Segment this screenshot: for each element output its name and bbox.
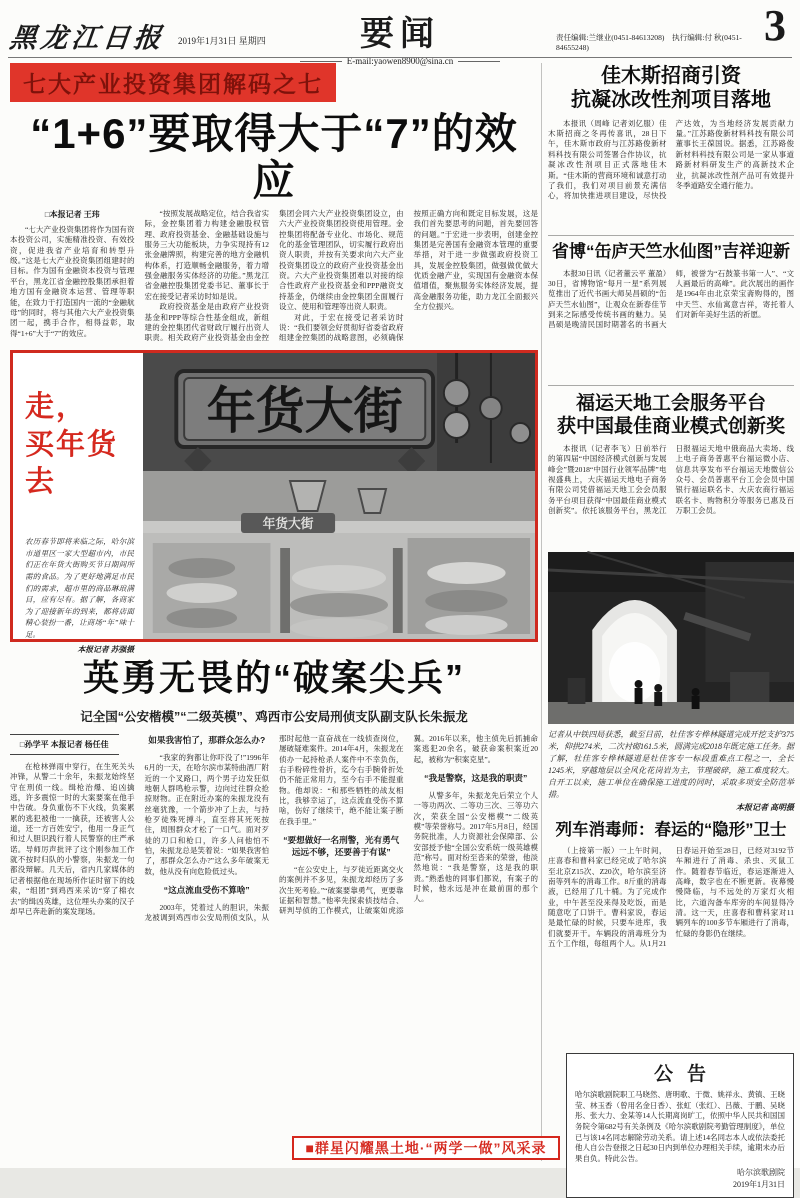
lead-paragraph: “七大产业投资集团将作为国有资本投资公司，实施精准投资、有效投资，促进我省产业培育和转型升级。”这是七大产业投资集团组建时的目标。作为国有金融资本投资与管理平台，黑龙江省金融控股集团承担着地方国有金融资本运营、管理等职能，在致力于打造国内一流的“金融航母”的同时，将与其他六大产业投资集团一起，携手合作，相得益彰，取得“1+6”大于“7”的效应。 (10, 225, 135, 338)
hero-paragraph: 在枪林弹雨中穿行，在生死关头冲锋，从警二十余年，朱振龙始终坚守在刑侦一线。缉枪治爆、追凶擒逃，许多震惊一时的大案要案在他手中告破。身负重伤不下火线，负案累累的逃犯被他一一擒获，还被害人公道，还一方百姓安宁，他用一身正气和过人胆识践行着人民警察的庄严承诺。导师厉声批评了这个刚参加工作就不按时归队的小警察，朱振龙一句都没辩解。几天后，省内几家媒体的记者根据他在现场所作证时留下的线索，“组团”到鸡西来采访“穿了棉衣去”的缉凶英雄，这位埋头办案的汉子却早已奔赴新的案发现场。 (10, 762, 135, 916)
rail-article-museum-body (548, 269, 794, 379)
photo-title-line2: 买年货去 (25, 428, 119, 499)
masthead-rule (8, 57, 792, 58)
market-photo (143, 353, 535, 639)
notice-date: 2019年1月31日 (733, 1180, 785, 1190)
headline-line: 佳木斯招商引资 (601, 65, 741, 87)
rail-article-jiamusi (548, 64, 794, 229)
hero-paragraph: “在公安史上，与歹徒近距离交火的案例并不多见，朱振龙却经历了多次生死考验。”“破案要靠勇气，更要靠证据和智慧。”他率先探索侦技结合、研判导侦的工作模式，让破案如虎添翼。2016年以来，他主侦先后抓捕命案逃犯20余名，破获命案积案近20起，被称为“积案克星”。 (279, 734, 538, 916)
photo-feature-sidebar (13, 353, 143, 654)
tunnel-caption: 记者从中铁四局获悉，截至目前，牡佳客专桦林隧道完成开挖支护375米，仰拱274米，二次衬砌161.5米，圆满完成2018年既定施工任务。据了解，牡佳客专桦林隧道是牡佳客专一标段重难点工程之一，全长1245米，穿越地层以全风化花岗岩为主，节理破碎，施工难度较大。自开工以来，施工单位在确保施工进度的同时，采取多项安全防范举措。 (548, 729, 794, 799)
rail-paragraph: 本报30日讯（记者董云平 董盈）30日，省博物馆“每月一星”系列展览推出了近代书画大师吴昌硕的“缶庐天竺水仙图”，让观众在新春佳节到来之际感受传统书画的魅力。吴昌硕是晚清民国时期著名的书画大师，被誉为“石鼓篆书第一人”、“文人画最后的高峰”。此次展出的画作是1964年由北京荣宝斋购得的，图中天竺、水仙寓意吉祥，寄托着人们对新年美好生活的祈愿。 (548, 268, 794, 330)
headline-line: 福运天地工会服务平台 (575, 392, 766, 414)
lead-headline: “1+6”要取得大于“7”的效应 (30, 110, 518, 205)
hero-paragraph: 2003年，凭着过人的胆识，朱振龙被调到鸡西市公安局刑侦支队，从那时起他一直奋战在一线侦查岗位，屡破疑难案件。2014年4月，朱振龙在侦办一起持枪杀人案件中不幸负伤，右手粉碎性骨折，迄今右手腕骨折处仍不能正常用力，至今右手不能提重物。他却说：“和那些牺牲的战友相比，我够幸运了，这点流血受伤不算啥，伤好了继续干，绝不能让案子断在我手里。” (144, 734, 404, 923)
photo-banner-text: 年货大街 (206, 383, 403, 440)
column-divider (541, 63, 542, 1161)
notice-body: 哈尔滨歌剧院职工马晓然、唐明歌、于微、姚祥永、黄镇、王晓莹、林玉香（曾用名金日香）、张虹（张红）、吕薇、于鹏、吴晓彤、张大力、金某等14人长期离岗旷工，依照中华人民共和国国务院令第682号有关条例及《哈尔滨歌剧院考勤管理制度》，单位已与该14名同志解除劳动关系。请上述14名同志本人或依法委托他人自公告登报之日起30日内到单位办理相关手续，逾期未办后果自负。特此公告。 (575, 1089, 785, 1163)
tunnel-credit: 本报记者 高明摄 (736, 802, 794, 812)
lead-paragraph: 政府投资基金是由政府产业投资基金和PPP等综合性基金组成，新组建的金控集团代省财政厅履行出资人职责。相关政府产业投资基金由金控集团会同六大产业投资集团设立，由六大产业投资集团投资使用管理。金控集团将配备专业化、市场化、规范化的基金管理团队，切实履行政府出资人职责，并按有关要求向六大产业投资集团设立的政府产业投资基金出资。六大产业投资集团难以对接的综合性政府产业投资基金和PPP融资支持基金，仍继续由金控集团全面履行设立、使用和管理等出资人职责。 (144, 209, 404, 343)
rail-article-train-body (548, 846, 794, 1044)
hero-paragraph: 从警多年，朱振龙先后荣立个人一等功两次、二等功三次、三等功六次，荣获全国“公安楷模”“二级英模”等荣誉称号。2017年5月8日，经国务院批准，人力资源社会保障部、公安部授予他“全国公安系统一级英雄模范”称号。面对纷至沓来的荣誉，他淡然地说：“我是警察，这是我的职责。”熟悉他的同事们都说，有案子的时候，他永远是冲在最前面的那个人。 (413, 791, 538, 904)
rail-article-fuyun-headline (548, 392, 794, 438)
crime-hero-article (10, 650, 538, 1134)
date-line: 2019年1月31日 星期四 (178, 36, 266, 46)
tunnel-photo (548, 552, 794, 724)
hero-paragraph: “我家的狗都让你吓没了!”1996年6月的一天，在哈尔滨市某特曲酒厂附近的一个叉路口，两个男子边发狂似地朝人群鸣枪示警，边向过往群众抢掠财物。正在附近办案的朱振龙没有丝毫犹豫，一个箭步冲了上去，与持枪歹徒殊死搏斗，直至将其死死按住，周围群众才松了一口气。面对歹徒的刀口和枪口，许多人问他怕不怕，朱振龙总是笑着说：“如果我害怕了，那群众怎么办?”这么多年破案无数，他从没有向危险低过头。 (144, 753, 269, 876)
headline-line: 获中国最佳商业模式创新奖 (556, 415, 785, 437)
hero-crosshead: “我是警察，这是我的职责” (424, 773, 528, 784)
page-number: 3 (764, 1, 786, 50)
lead-paragraph: 对此，于宏在接受记者采访时说：“我们要领会好贯彻好省委省政府组建金控集团的战略意图，必须确保按照正确方向和既定目标发展，这是我们首先要思考的问题，首先要回答的问题。”于宏进一步表明，创建金控集团是完善国有金融资本管理的重要举措，对于进一步做强政府投资工具，发展金控股集团，做强做优做大优质金融产业，实现国有金融资本保值增值，聚焦服务实体经济发展，提高金融服务功能，助力龙江全面振兴全方位振兴。 (279, 209, 538, 343)
paper-logo: 黑龙江日报 (8, 23, 167, 53)
photo-credit: 本报记者 苏强摄 (77, 644, 134, 654)
divider-line (458, 61, 500, 62)
market-photo-image (143, 353, 535, 639)
hero-body (10, 734, 538, 1134)
hero-subhead: 记全国“公安楷模”“二级英模”、鸡西市公安局刑侦支队副支队长朱振龙 (80, 710, 468, 724)
hero-headline: 英勇无畏的“破案尖兵” (82, 657, 465, 698)
headline-line: 省博“缶庐天竺水仙图”吉祥迎新 (552, 241, 790, 261)
right-rail (548, 62, 794, 1198)
rail-paragraph: 本报讯（记者李飞）日前举行的第四届“中国经济模式创新与发展峰会”暨2018“中国行业领军品牌”电视盛典上，大庆福运天地电子商务有限公司凭借福运天地工会会员服务平台项目获得“中国最佳商业模式创新奖”。依托该服务平台，黑龙江日报福运天地中俄商品大卖场、线上电子商务普惠平台福运微小店、信息共享发布平台福运天地微信公众号、会员普惠平台工会会员中国银行福运联名卡、大庆农商行福运联名卡、购物积分等服务已惠及百万职工会员。 (548, 443, 794, 515)
headline-line: 抗凝冰改性剂项目落地 (571, 89, 771, 112)
rail-article-train-headline (548, 820, 794, 840)
lead-article (10, 63, 538, 385)
rail-article-museum-headline (548, 242, 794, 263)
rail-article-jiamusi-body (548, 119, 794, 229)
editors-line: 责任编辑:兰继业(0451-84613208) 执行编辑:付 秋(0451-84655248) (556, 33, 742, 52)
photo-feature-title (25, 389, 134, 502)
hero-crosshead: 如果我害怕了，那群众怎么办? (148, 735, 266, 745)
section-title: 要闻 (360, 16, 440, 53)
rail-divider (548, 385, 794, 386)
notice-title: 公告 (653, 1063, 720, 1085)
series-banner: ■群星闪耀黑土地·“两学一做”风采录 (292, 1136, 560, 1160)
headline-line: 列车消毒师：春运的“隐形”卫士 (555, 820, 787, 839)
notice-box (566, 1053, 794, 1198)
rail-divider (548, 235, 794, 236)
rail-article-fuyun (548, 392, 794, 548)
section-email: E-mail:yaowen8900@sina.cn (346, 56, 454, 66)
hero-crosshead: “要想做好一名刑警，光有勇气远远不够，还要善于有谋” (283, 835, 400, 858)
photo-title-line1: 走， (25, 391, 88, 423)
lead-kicker: 七大产业投资集团解码之七 (10, 63, 336, 102)
hero-crosshead: “这点流血受伤不算啥” (163, 885, 250, 896)
lead-byline: □本报记者 王玮 (44, 210, 100, 220)
divider-line (300, 61, 342, 62)
photo-banner-small-text: 年货大街 (262, 516, 314, 532)
tunnel-photo-image (548, 552, 794, 724)
lead-paragraph: “按照发展战略定位，结合我省实际，金控集团着力构建金融股权管理、政府投资基金、金融基础设施与服务三大功能板块，力争实现持有12张金融牌照，构建完善的地方金融机构体系，打造顺畅金融服务，着力增强金融服务实体经济的功能。”黑龙江省金融控股集团党委书记、董事长于宏在接受记者采访时如是说。 (144, 209, 269, 301)
rail-article-fuyun-body (548, 444, 794, 548)
photo-feature (10, 350, 538, 654)
rail-article-jiamusi-headline (548, 64, 794, 113)
hero-byline: □孙学平 本报记者 杨任佳 (10, 734, 119, 755)
photo-caption: 农历春节即将来临之际，哈尔滨市道里区一家大型超市内，市民们正在年货大街购买节日期间所需的食品。为了更好地满足市民们的需求，超市里的商品琳琅满目，应有尽有。据了解，各商家为了迎接新年的到来，都将店面精心装扮一番，让商场“年”味十足。 (25, 537, 134, 640)
notice-signature: 哈尔滨歌剧院 (737, 1168, 785, 1178)
rail-paragraph: 本报讯（周峰 记者刘亿服）佳木斯招商之冬再传喜讯，28日下午，佳木斯市政府与江苏路俊新材料科技有限公司签署合作协议，抗凝冰改性剂项目正式落地佳木斯。“佳木斯的营商环境和诚意打动了我们，我们对项目前景充满信心，将加快推进项目建设，尽快投产达效，为当地经济发展贡献力量。”江苏路俊新材料科技有限公司董事长王葆国说。据悉，江苏路俊新材料科技有限公司是一家从事道路新材料研发生产的高新技术企业，抗凝冰改性剂产品可有效提升冬季道路安全通行能力。 (548, 118, 794, 201)
rail-article-train (548, 820, 794, 1044)
rail-article-museum (548, 242, 794, 379)
rail-paragraph: （上接第一版）一上午时间，庄喜春和曹科家已经完成了哈尔滨至北京Z15次、Z20次，哈尔滨至济南等列车的消毒工作。8斤重的消毒液，已经用了几十桶。为了完成作业，中午甚至没来得及吃饭，而是随意吃了口饼干。曹科家说，春运是最忙碌的时候，只要车进库，我们就要开干。车辆段的消毒班分为五个工作组，每组两个人。从1月21日春运开始至28日，已经对3192节车厢进行了消毒、杀虫、灭鼠工作。随着春节临近，春运逐渐进入高峰，数字也在不断更新。夜幕慢慢降临，与不远处的万家灯火相比，六道沟备车库旁的车间显得冷清。这一天，庄喜春和曹科家对11辆列车的100多节车厢进行了消毒，忙碌的身影仍在继续。 (548, 845, 794, 949)
